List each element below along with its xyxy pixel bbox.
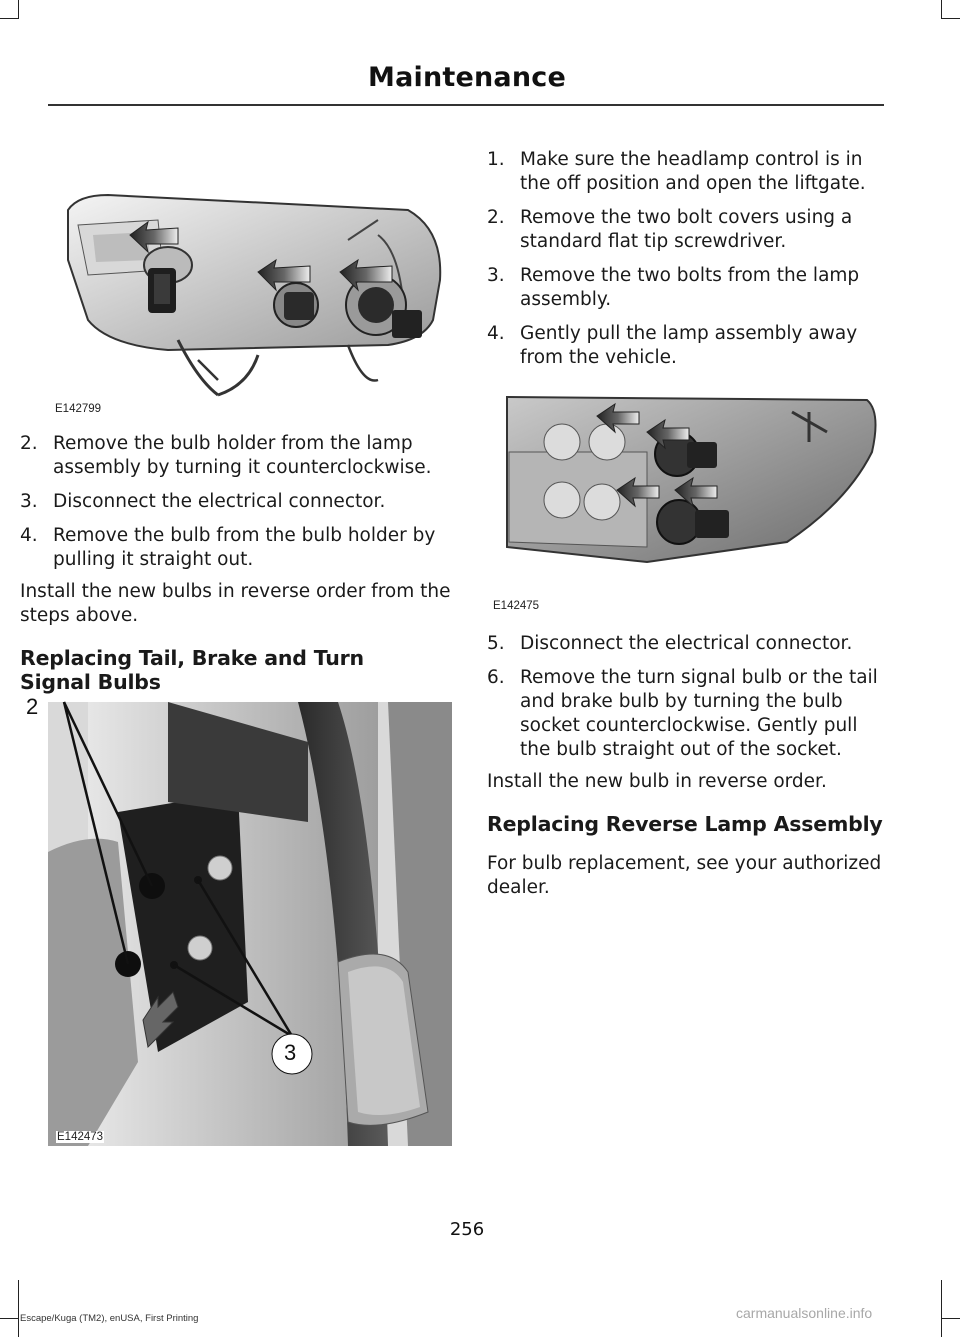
- step-item: [487, 632, 887, 656]
- page-number: 256: [449, 1219, 485, 1240]
- step-item: [20, 490, 454, 514]
- right-column-text-bottom: [487, 632, 887, 910]
- step-number: 1.: [487, 149, 505, 170]
- step-item: [487, 148, 887, 196]
- callout-2: 2: [26, 694, 39, 719]
- step-number: 2.: [20, 433, 38, 454]
- crop-mark: [941, 18, 960, 19]
- step-number: 3.: [20, 491, 38, 512]
- figure-code: E142473: [57, 1131, 104, 1143]
- crop-mark: [0, 1318, 19, 1319]
- step-text: Remove the two bolts from the lamp assembly.: [520, 265, 860, 310]
- step-item: [487, 322, 887, 370]
- left-column-text: [20, 432, 454, 694]
- step-number: 3.: [487, 265, 505, 286]
- crop-mark: [941, 0, 942, 18]
- step-text: Remove the two bolt covers using a standard flat tip screwdriver.: [520, 207, 853, 252]
- step-item: [20, 432, 454, 480]
- step-list: [487, 148, 887, 370]
- figure-code: E142475: [493, 600, 540, 612]
- step-item: [487, 666, 887, 762]
- right-column-text-top: [487, 148, 887, 380]
- figure-lamp-assembly-rear: [487, 372, 881, 620]
- figure-code: E142799: [55, 403, 102, 415]
- step-number: 4.: [20, 525, 38, 546]
- step-text: Disconnect the electrical connector.: [53, 491, 386, 512]
- section-heading: Replacing Reverse Lamp Assembly: [487, 812, 883, 836]
- step-text: Remove the bulb holder from the lamp assembly by turning it counterclockwise.: [53, 433, 432, 478]
- step-text: Gently pull the lamp assembly away from the vehicle.: [520, 323, 858, 368]
- step-list: [20, 432, 454, 572]
- step-number: 4.: [487, 323, 505, 344]
- step-number: 2.: [487, 207, 505, 228]
- lamp-rear-illustration: [487, 372, 881, 620]
- section-heading: Replacing Tail, Brake and Turn Signal Bulbs: [20, 646, 364, 694]
- step-number: 6.: [487, 667, 505, 688]
- page-title: Maintenance: [368, 62, 566, 93]
- step-text: Make sure the headlamp control is in the off position and open the liftgate.: [520, 149, 866, 194]
- callout-3: 3: [284, 1040, 297, 1065]
- dealer-note: For bulb replacement, see your authorized dealer.: [487, 853, 882, 898]
- install-note: Install the new bulb in reverse order.: [487, 771, 827, 792]
- watermark: carmanualsonline.info: [736, 1305, 873, 1321]
- figure-lamp-bulb-holders: [48, 140, 452, 422]
- crop-mark: [941, 1318, 960, 1319]
- step-text: Remove the bulb from the bulb holder by pulling it straight out.: [53, 525, 436, 570]
- edition-info: Escape/Kuga (TM2), enUSA, First Printing: [20, 1313, 199, 1324]
- vehicle-rear-illustration: [48, 702, 452, 1146]
- crop-mark: [18, 0, 19, 18]
- step-item: [20, 524, 454, 572]
- step-text: Disconnect the electrical connector.: [520, 633, 853, 654]
- crop-mark: [0, 18, 19, 19]
- install-note: Install the new bulbs in reverse order from the steps above.: [20, 581, 451, 626]
- figure-tail-lamp-removal: [26, 694, 452, 1146]
- step-text: Remove the turn signal bulb or the tail and brake bulb by turning the bulb socket counterclockwise. Gently pull the bulb straight out of the socket.: [520, 667, 878, 760]
- lamp-assembly-illustration: [48, 140, 452, 422]
- crop-mark: [18, 1280, 19, 1337]
- crop-mark: [941, 1280, 942, 1337]
- header-divider: [48, 104, 884, 106]
- step-item: [487, 206, 887, 254]
- step-item: [487, 264, 887, 312]
- step-list: [487, 632, 887, 762]
- step-number: 5.: [487, 633, 505, 654]
